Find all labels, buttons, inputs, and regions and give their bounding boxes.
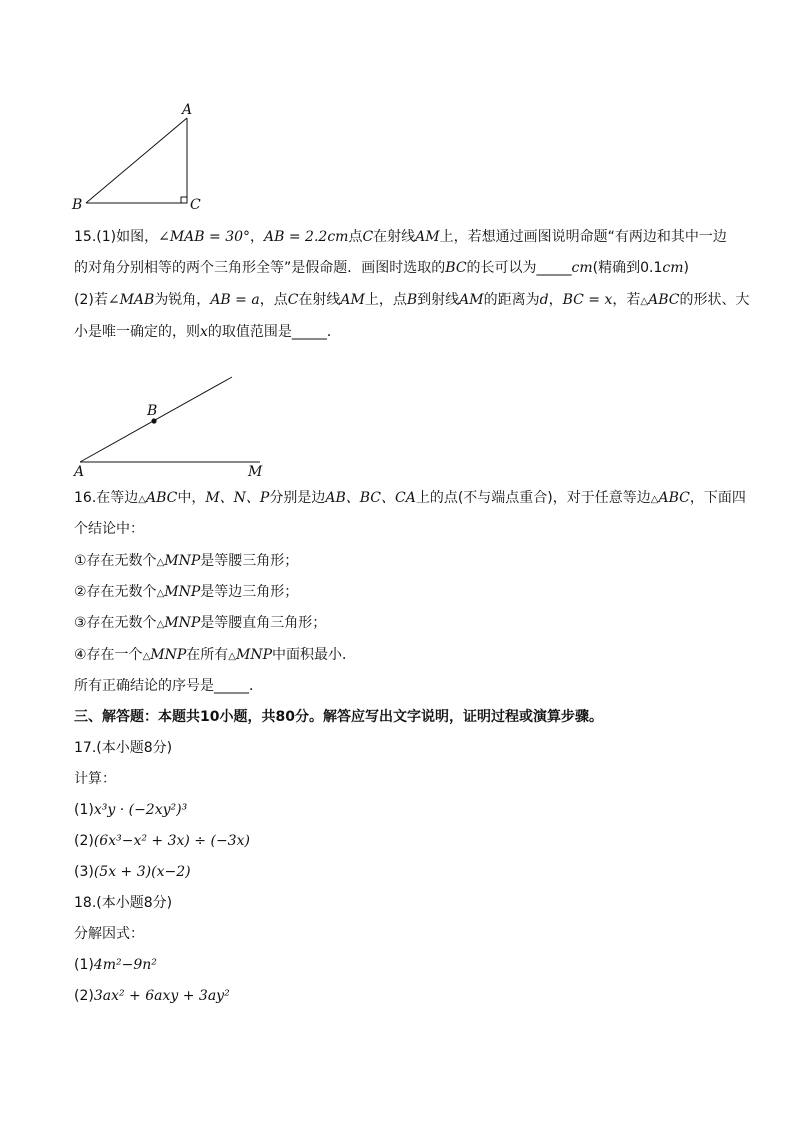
section-heading: 三、解答题：本题共10小题，共80分。解答应写出文字说明，证明过程或演算步骤。 [74, 709, 603, 725]
q18-item-1: (1)4m²−9n² [74, 957, 157, 973]
q17-item-2: (2)(6x³−x² + 3x) ÷ (−3x) [74, 833, 250, 849]
right-angle-mark [181, 197, 187, 203]
q16-answer: 所有正确结论的序号是_____． [74, 678, 263, 694]
q16-conclusion-4: ④存在一个△MNP在所有△MNP中面积最小． [74, 647, 356, 663]
side-ab [86, 118, 187, 203]
q18-title: 18.(本小题8分) [74, 895, 173, 911]
label-b: B [147, 403, 158, 419]
q17-title: 17.(本小题8分) [74, 740, 173, 756]
label-b: B [72, 197, 83, 213]
q16-conclusion-1: ①存在无数个△MNP是等腰三角形； [74, 553, 299, 569]
q18-prompt: 分解因式： [74, 926, 144, 942]
label-c: C [190, 197, 201, 213]
angle-figure [60, 370, 280, 480]
q17-item-1: (1)x³y · (−2xy²)³ [74, 802, 188, 818]
q17-prompt: 计算： [74, 771, 116, 787]
q16-line1: 16.在等边△ABC中，M、N、P分别是边AB、BC、CA上的点(不与端点重合)，对于任意等边△ABC，下面四 [74, 490, 746, 506]
q16-conclusion-3: ③存在无数个△MNP是等腰直角三角形； [74, 615, 327, 631]
q15-line1: 15.(1)如图，∠MAB = 30°，AB = 2.2cm点C在射线AM上，若想通过画图说明命题“有两边和其中一边 [74, 229, 727, 245]
q15-line4: 小是唯一确定的，则x的取值范围是_____． [74, 324, 341, 340]
label-a: A [74, 464, 85, 480]
q16-line2: 个结论中： [74, 521, 144, 537]
q17-item-3: (3)(5x + 3)(x−2) [74, 864, 191, 880]
point-b [151, 418, 156, 423]
q15-line3: (2)若∠MAB为锐角，AB = a，点C在射线AM上，点B到射线AM的距离为d，BC = x，若△ABC的形状、大 [74, 292, 750, 308]
label-m: M [248, 464, 263, 480]
q15-line2: 的对角分别相等的两个三角形全等”是假命题．画图时选取的BC的长可以为_____cm(精确到0.1cm) [74, 260, 689, 276]
label-a: A [182, 102, 193, 118]
triangle-figure [60, 96, 220, 216]
q16-conclusion-2: ②存在无数个△MNP是等边三角形； [74, 584, 299, 600]
q18-item-2: (2)3ax² + 6axy + 3ay² [74, 988, 230, 1004]
